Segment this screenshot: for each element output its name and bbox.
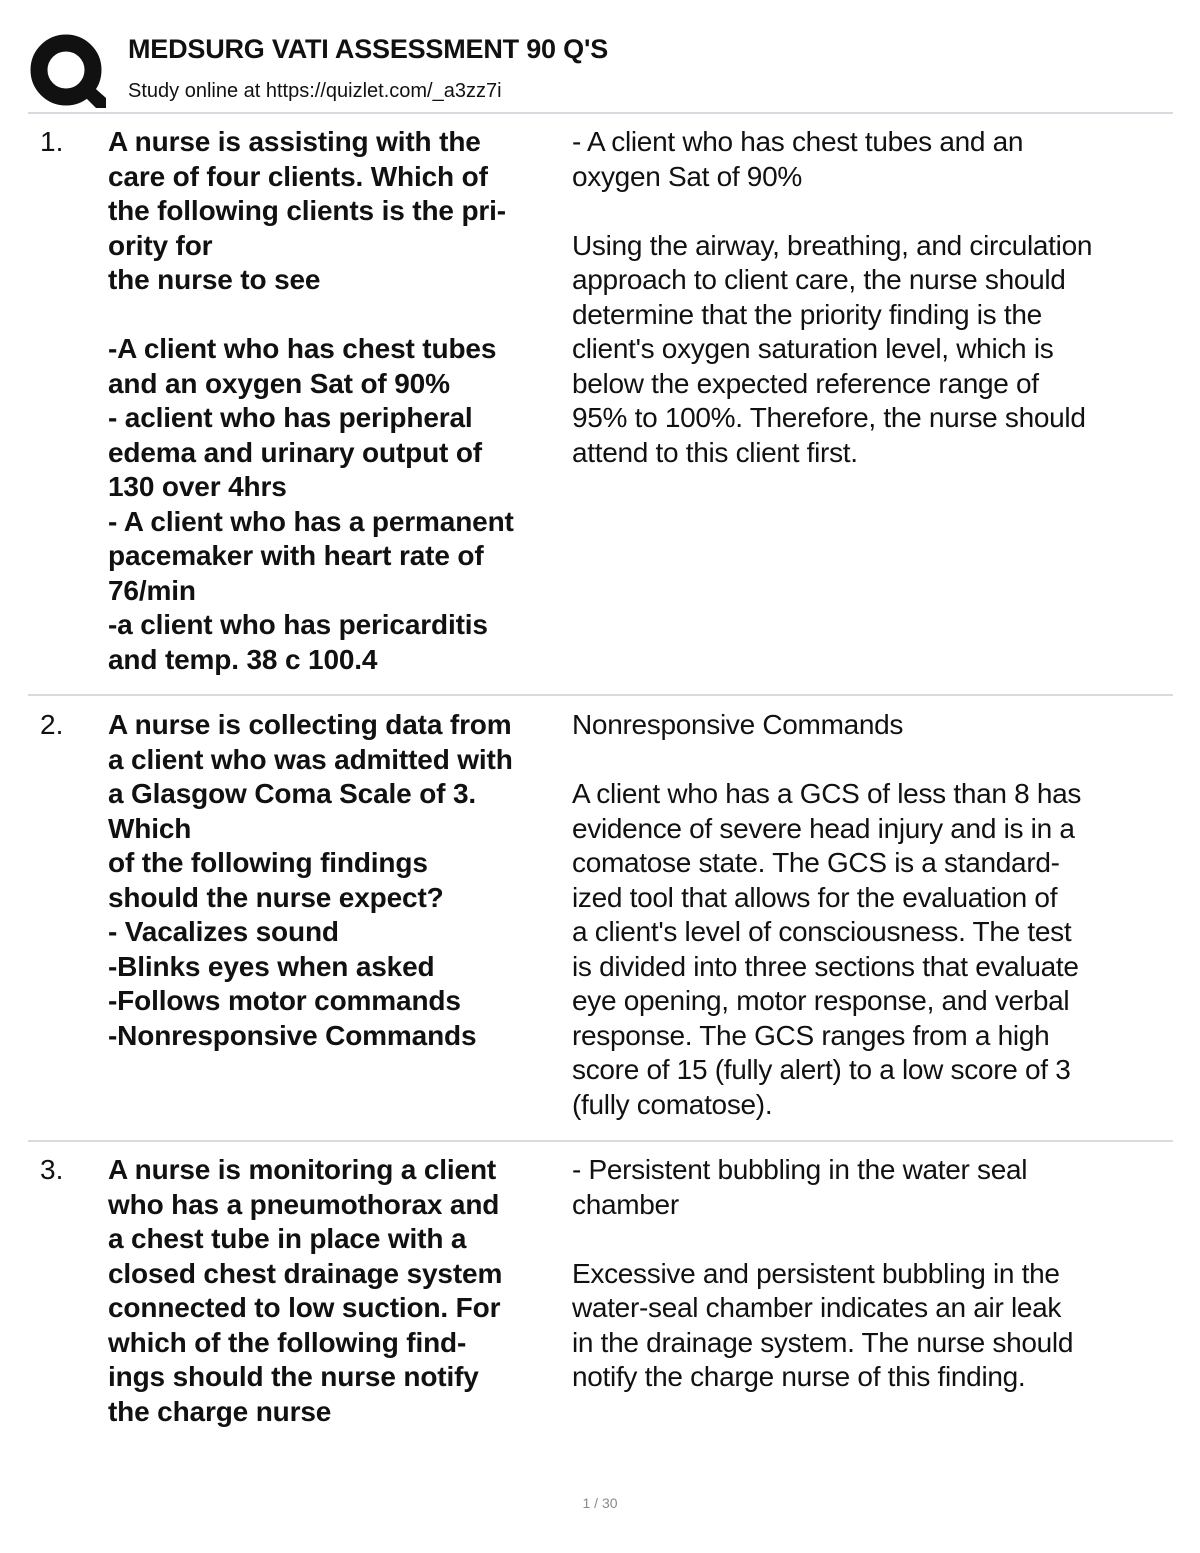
card-number: 2.: [40, 709, 64, 740]
text-line: 95% to 100%. Therefore, the nurse should: [572, 402, 1086, 433]
text-line: - A client who has chest tubes and an: [572, 126, 1024, 157]
text-line: water-seal chamber indicates an air leak: [572, 1292, 1062, 1323]
text-line: the charge nurse: [108, 1395, 332, 1427]
text-line: [572, 194, 1172, 229]
text-line: and an oxygen Sat of 90%: [108, 367, 450, 399]
text-line: Which: [108, 812, 192, 844]
text-line: which of the following find-: [108, 1326, 467, 1358]
text-line: A nurse is assisting with the: [108, 126, 481, 157]
text-line: score of 15 (fully alert) to a low score of 3: [572, 1054, 1071, 1085]
text-line: - Persistent bubbling in the water seal: [572, 1154, 1028, 1185]
text-line: a chest tube in place with a: [108, 1223, 467, 1254]
card-number: 1.: [40, 126, 64, 157]
text-line: a Glasgow Coma Scale of 3.: [108, 778, 477, 809]
text-line: -Nonresponsive Commands: [108, 1019, 477, 1051]
text-line: ized tool that allows for the evaluation of: [572, 881, 1058, 913]
document-title: MEDSURG VATI ASSESSMENT 90 Q'S: [128, 34, 609, 64]
text-line: edema and urinary output of: [108, 436, 482, 468]
text-line: eye opening, motor response, and verbal: [572, 985, 1070, 1016]
text-line: client's oxygen saturation level, which is: [572, 333, 1054, 364]
text-line: chamber: [572, 1188, 679, 1220]
text-line: a client who was admitted with: [108, 743, 513, 775]
card-number: 3.: [40, 1154, 64, 1185]
quizlet-logo-icon: [30, 32, 106, 112]
study-online-link[interactable]: Study online at https://quizlet.com/_a3zz7i: [128, 80, 502, 102]
card-term: [108, 1153, 578, 1429]
header-divider: [28, 112, 1173, 114]
text-line: the following clients is the pri-: [108, 195, 506, 226]
text-line: 130 over 4hrs: [108, 471, 287, 502]
text-line: Excessive and persistent bubbling in the: [572, 1257, 1060, 1289]
text-line: oxygen Sat of 90%: [572, 160, 802, 192]
text-line: connected to low suction. For: [108, 1292, 501, 1323]
text-line: attend to this client first.: [572, 436, 858, 468]
text-line: pacemaker with heart rate of: [108, 540, 484, 571]
flashcard: [28, 1153, 1173, 1443]
text-line: -a client who has pericarditis: [108, 609, 488, 640]
text-line: -Follows motor commands: [108, 985, 461, 1016]
document-header: [28, 24, 1173, 108]
text-line: comatose state. The GCS is a standard-: [572, 847, 1060, 878]
text-line: evidence of severe head injury and is in a: [572, 812, 1075, 844]
flashcard: [28, 708, 1173, 1128]
text-line: [108, 298, 578, 333]
text-line: Using the airway, breathing, and circulation: [572, 229, 1093, 261]
text-line: care of four clients. Which of: [108, 160, 488, 192]
text-line: -Blinks eyes when asked: [108, 950, 435, 982]
text-line: A nurse is monitoring a client: [108, 1154, 497, 1185]
text-line: closed chest drainage system: [108, 1257, 503, 1289]
text-line: notify the charge nurse of this finding.: [572, 1361, 1026, 1392]
text-line: the nurse to see: [108, 264, 321, 295]
card-definition: [572, 125, 1172, 470]
text-line: (fully comatose).: [572, 1088, 773, 1120]
text-line: - A client who has a permanent: [108, 505, 514, 537]
card-divider: [28, 694, 1173, 696]
text-line: ings should the nurse notify: [108, 1361, 479, 1392]
text-line: who has a pneumothorax and: [108, 1188, 500, 1220]
card-definition: [572, 1153, 1172, 1395]
text-line: should the nurse expect?: [108, 881, 444, 913]
flashcard: [28, 125, 1173, 685]
text-line: A nurse is collecting data from: [108, 709, 512, 740]
text-line: below the expected reference range of: [572, 367, 1039, 399]
page-indicator: 1 / 30: [582, 1495, 618, 1511]
text-line: is divided into three sections that evaluate: [572, 950, 1079, 982]
text-line: approach to client care, the nurse should: [572, 264, 1066, 295]
text-line: [572, 1222, 1172, 1257]
text-line: [572, 743, 1172, 778]
text-line: ority for: [108, 229, 213, 261]
text-line: of the following findings: [108, 847, 428, 878]
card-term: [108, 708, 578, 1053]
text-line: a client's level of consciousness. The test: [572, 916, 1072, 947]
card-definition: [572, 708, 1172, 1122]
text-line: -A client who has chest tubes: [108, 333, 497, 364]
text-line: and temp. 38 c 100.4: [108, 643, 378, 675]
text-line: determine that the priority finding is the: [572, 298, 1042, 330]
card-term: [108, 125, 578, 677]
text-line: - aclient who has peripheral: [108, 402, 473, 433]
text-line: - Vacalizes sound: [108, 916, 339, 947]
card-divider: [28, 1140, 1173, 1142]
text-line: Nonresponsive Commands: [572, 709, 904, 740]
text-line: response. The GCS ranges from a high: [572, 1019, 1050, 1051]
text-line: in the drainage system. The nurse should: [572, 1326, 1074, 1358]
text-line: 76/min: [108, 574, 196, 606]
text-line: A client who has a GCS of less than 8 has: [572, 778, 1082, 809]
